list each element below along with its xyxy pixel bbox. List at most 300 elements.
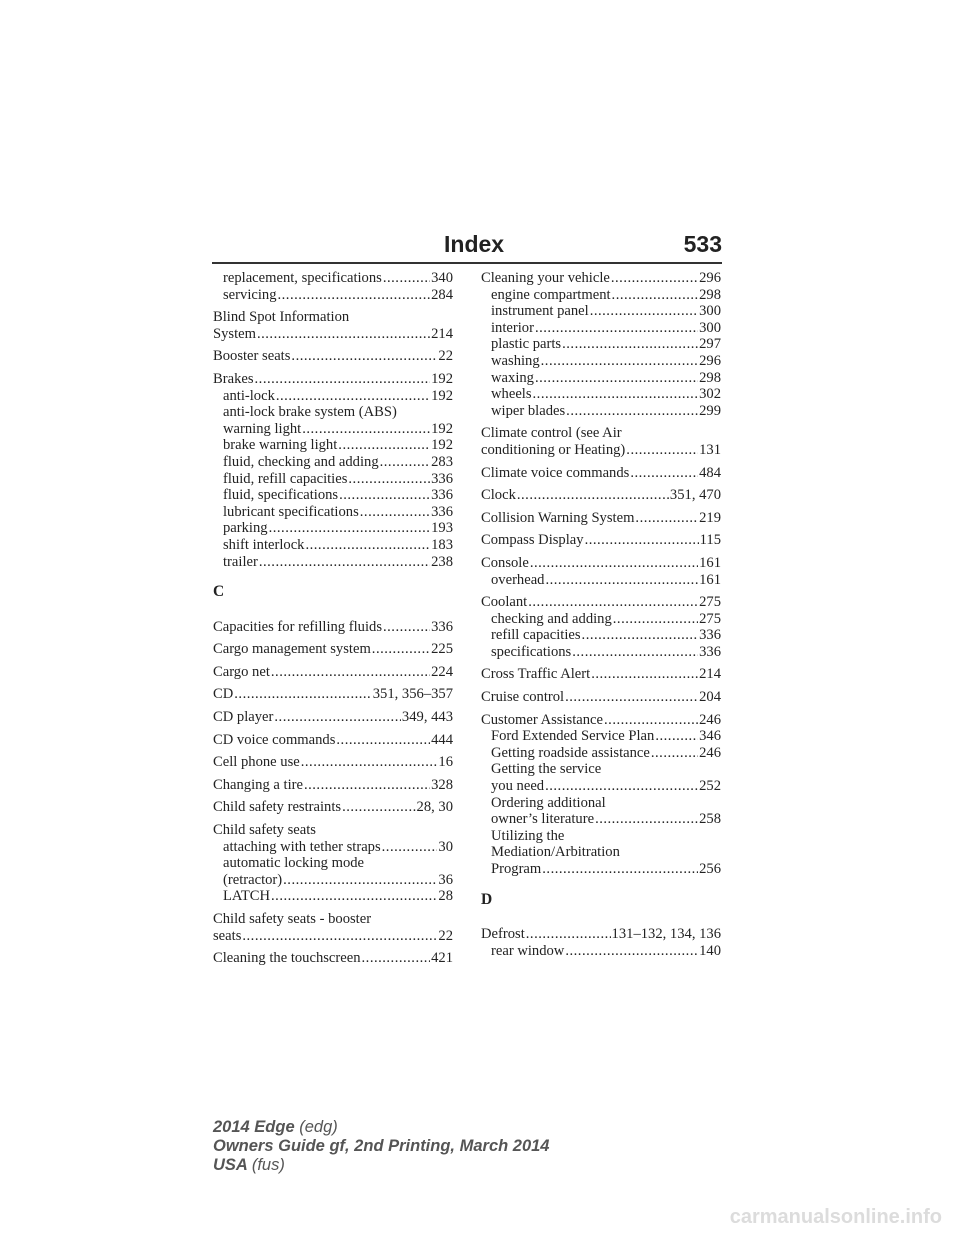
entry-text: parking [223, 520, 268, 537]
page-reference: 283 [431, 453, 453, 470]
index-entry [213, 911, 453, 944]
dot-leader [271, 888, 437, 905]
page-reference: 300 [699, 303, 721, 320]
entry-text: automatic locking mode [223, 855, 365, 872]
dot-leader [234, 686, 371, 703]
entry-text: Brakes [213, 370, 254, 387]
entry-text: wiper blades [491, 402, 566, 419]
index-entry-line [481, 689, 721, 706]
index-entry [481, 487, 721, 504]
index-subentry [481, 627, 721, 644]
entry-text: Collision Warning System [481, 509, 635, 526]
dot-leader [533, 386, 699, 403]
index-entry-line [481, 926, 721, 943]
index-entry [213, 799, 453, 816]
entry-text: Changing a tire [213, 776, 303, 793]
dot-leader [545, 778, 698, 795]
entry-text: System [213, 325, 256, 342]
index-subentry [481, 336, 721, 353]
entry-text: wheels [491, 386, 532, 403]
index-entry-line [481, 510, 721, 527]
index-subentry [481, 320, 721, 337]
entry-text: CD voice commands [213, 731, 336, 748]
index-subentry [481, 943, 721, 960]
page-title: Index [444, 231, 505, 257]
dot-leader [276, 388, 430, 405]
page-reference: 302 [699, 386, 721, 403]
entry-text: Mediation/Arbitration [491, 844, 620, 861]
index-subentry [481, 861, 721, 878]
dot-leader [242, 928, 437, 945]
dot-leader [383, 619, 430, 636]
index-column-right [481, 270, 721, 965]
dot-leader [612, 287, 699, 304]
footer-model: 2014 Edge [213, 1118, 295, 1136]
index-subentry [213, 437, 453, 454]
page-reference: 219 [699, 509, 721, 526]
entry-text: Utilizing the [491, 827, 565, 844]
page-reference: 183 [431, 536, 453, 553]
entry-text: Clock [481, 487, 516, 504]
dot-leader [382, 839, 438, 856]
index-entry [213, 754, 453, 771]
entry-text: brake warning light [223, 437, 338, 454]
page-reference: 192 [431, 370, 453, 387]
page-reference: 336 [699, 643, 721, 660]
index-subentry [481, 828, 721, 845]
page-reference: 284 [431, 286, 453, 303]
index-entry-line [213, 686, 453, 703]
dot-leader [565, 943, 698, 960]
index-entry [213, 348, 453, 365]
page-reference: 336 [699, 627, 721, 644]
index-entry [481, 689, 721, 706]
index-subentry [481, 403, 721, 420]
page-reference: 300 [699, 319, 721, 336]
index-entry-line [213, 754, 453, 771]
page-reference: 36 [438, 871, 453, 888]
page-reference: 192 [431, 387, 453, 404]
entry-text: Customer Assistance [481, 711, 604, 728]
dot-leader [269, 520, 431, 537]
page-reference: 28 [438, 888, 453, 905]
entry-text: conditioning or Heating) [481, 441, 626, 458]
index-subentry [481, 303, 721, 320]
index-entry [481, 926, 721, 959]
index-subentry [481, 844, 721, 861]
dot-leader [526, 926, 611, 943]
index-entry [213, 950, 453, 967]
entry-text: anti-lock brake system (ABS) [223, 404, 397, 421]
entry-text: owner’s literature [491, 811, 595, 828]
watermark: carmanualsonline.info [729, 1206, 942, 1228]
dot-leader [655, 728, 698, 745]
index-entry-line [213, 619, 453, 636]
index-entry [213, 732, 453, 749]
dot-leader [283, 872, 437, 889]
page-reference: 214 [431, 325, 453, 342]
index-entry-line [213, 709, 453, 726]
index-entry [213, 664, 453, 681]
index-subentry [213, 839, 453, 856]
index-entry [481, 465, 721, 482]
dot-leader [595, 811, 698, 828]
page-reference: 336 [431, 618, 453, 635]
dot-leader [305, 537, 430, 554]
page-reference: 351, 470 [669, 487, 721, 504]
page-header [212, 231, 722, 259]
index-entry [213, 270, 453, 303]
entry-text: warning light [223, 420, 302, 437]
footer-line-3 [213, 1156, 550, 1175]
entry-text: fluid, specifications [223, 487, 339, 504]
entry-text: replacement, specifications [223, 270, 382, 286]
entry-text: LATCH [223, 888, 271, 905]
page-reference: 214 [699, 666, 721, 683]
index-entry-line [481, 555, 721, 572]
entry-text: shift interlock [223, 536, 305, 553]
index-subentry [481, 761, 721, 778]
index-entry-line [481, 666, 721, 683]
dot-leader [372, 641, 430, 658]
entry-text: you need [491, 778, 545, 795]
index-subentry [213, 454, 453, 471]
dot-leader [304, 777, 430, 794]
dot-leader [535, 320, 698, 337]
page-reference: 224 [431, 663, 453, 680]
dot-leader [541, 353, 698, 370]
dot-leader [278, 287, 431, 304]
entry-text: rear window [491, 942, 565, 959]
page-reference: 298 [699, 369, 721, 386]
entry-text: Booster seats [213, 348, 291, 365]
section-letter: C [213, 583, 225, 601]
index-subentry [213, 537, 453, 554]
page-reference: 225 [431, 641, 453, 658]
dot-leader [530, 555, 698, 572]
index-entry [213, 709, 453, 726]
index-entry [213, 371, 453, 570]
dot-leader [651, 745, 698, 762]
page-reference: 131–132, 134, 136 [611, 926, 721, 943]
index-subentry [481, 811, 721, 828]
entry-text: Getting roadside assistance [491, 744, 650, 761]
index-entry [213, 619, 453, 636]
page-reference: 193 [431, 520, 453, 537]
index-entry [213, 686, 453, 703]
dot-leader [291, 348, 437, 365]
index-entry [213, 309, 453, 342]
dot-leader [635, 510, 698, 527]
dot-leader [611, 270, 698, 287]
entry-text: servicing [223, 286, 277, 303]
index-subentry [213, 504, 453, 521]
page-reference: 131 [699, 441, 721, 458]
entry-text: Cleaning your vehicle [481, 270, 610, 286]
index-entry [213, 822, 453, 905]
page-reference: 351, 356–357 [372, 686, 453, 703]
entry-text: CD [213, 686, 234, 703]
index-subentry [213, 270, 453, 287]
entry-text: plastic parts [491, 336, 562, 353]
dot-leader [302, 421, 430, 438]
dot-leader [545, 572, 698, 589]
page-reference: 204 [699, 689, 721, 706]
page-reference: 340 [431, 270, 453, 286]
index-entry-line [213, 326, 453, 343]
index-entry [213, 777, 453, 794]
dot-leader [259, 554, 430, 571]
index-entry-line [213, 641, 453, 658]
index-entry-line [481, 487, 721, 504]
entry-text: Console [481, 554, 529, 571]
entry-text: Child safety seats - booster [213, 911, 372, 927]
index-subentry [213, 404, 453, 421]
index-subentry [481, 287, 721, 304]
page-reference: 238 [431, 553, 453, 570]
dot-leader [604, 712, 698, 729]
entry-text: checking and adding [491, 610, 612, 627]
index-subentry [213, 520, 453, 537]
footer-line-1 [213, 1118, 550, 1137]
dot-leader [517, 487, 669, 504]
entry-text: Blind Spot Information [213, 309, 350, 326]
dot-leader [257, 326, 430, 343]
index-entry-line [213, 911, 453, 928]
index-entry-line [481, 594, 721, 611]
dot-leader [348, 471, 430, 488]
dot-leader [613, 611, 698, 628]
index-entry [481, 555, 721, 588]
entry-text: anti-lock [223, 387, 275, 404]
page-reference: 115 [699, 532, 721, 549]
index-entry-line [213, 950, 453, 967]
index-entry [481, 594, 721, 660]
page-reference: 297 [699, 336, 721, 353]
entry-text: washing [491, 352, 540, 369]
entry-text: Cargo management system [213, 641, 371, 658]
index-entry [481, 270, 721, 419]
page-reference: 246 [699, 744, 721, 761]
index-subentry [213, 888, 453, 905]
footer-model-code: (edg) [299, 1118, 338, 1136]
index-subentry [213, 855, 453, 872]
page-reference: 296 [699, 352, 721, 369]
dot-leader [339, 487, 430, 504]
entry-text: Cruise control [481, 689, 565, 706]
index-subentry [481, 644, 721, 661]
entry-text: (retractor) [223, 871, 283, 888]
index-subentry [213, 388, 453, 405]
index-entry-line [481, 532, 721, 549]
dot-leader [362, 950, 431, 967]
page-reference: 346 [699, 728, 721, 745]
index-entry-line [213, 664, 453, 681]
index-entry [481, 532, 721, 549]
page-reference: 336 [431, 503, 453, 520]
index-subentry [481, 370, 721, 387]
page-reference: 444 [431, 731, 453, 748]
entry-text: Ford Extended Service Plan [491, 728, 655, 745]
page-reference: 336 [431, 487, 453, 504]
index-entry-line [213, 309, 453, 326]
page-reference: 161 [699, 554, 721, 571]
page-reference: 258 [699, 811, 721, 828]
index-entry-line [213, 777, 453, 794]
index-entry-line [213, 348, 453, 365]
page-reference: 298 [699, 286, 721, 303]
index-subentry [481, 745, 721, 762]
index-entry-line [213, 822, 453, 839]
page-reference: 484 [699, 464, 721, 481]
entry-text: Getting the service [491, 761, 602, 778]
entry-text: instrument panel [491, 303, 589, 320]
dot-leader [528, 594, 698, 611]
dot-leader [630, 465, 698, 482]
index-subentry [213, 872, 453, 889]
dot-leader [591, 666, 698, 683]
index-subentry [213, 287, 453, 304]
page-reference: 30 [438, 838, 453, 855]
footer-market: USA [213, 1156, 248, 1174]
page-reference: 16 [438, 754, 453, 771]
page-reference: 349, 443 [401, 709, 453, 726]
footer-line-2: Owners Guide gf, 2nd Printing, March 2014 [213, 1137, 550, 1155]
entry-text: Cross Traffic Alert [481, 666, 591, 683]
index-subentry [213, 487, 453, 504]
page-reference: 22 [438, 348, 453, 365]
entry-text: Ordering additional [491, 794, 606, 811]
index-subentry [213, 554, 453, 571]
index-subentry [481, 728, 721, 745]
entry-text: Cleaning the touchscreen [213, 950, 361, 967]
index-entry-line [481, 270, 721, 287]
index-entry [481, 510, 721, 527]
entry-text: trailer [223, 553, 258, 570]
page-reference: 28, 30 [416, 799, 453, 816]
entry-text: Capacities for refilling fluids [213, 618, 382, 635]
entry-text: Climate voice commands [481, 464, 630, 481]
page-reference: 336 [431, 470, 453, 487]
index-entry-line [481, 465, 721, 482]
dot-leader [565, 689, 698, 706]
dot-leader [336, 732, 430, 749]
index-entry-line [481, 425, 721, 442]
dot-leader [360, 504, 430, 521]
dot-leader [626, 442, 698, 459]
index-entry [481, 425, 721, 458]
entry-text: Cell phone use [213, 754, 300, 771]
dot-leader [338, 437, 430, 454]
page-reference: 275 [699, 610, 721, 627]
dot-leader [542, 861, 698, 878]
page-reference: 246 [699, 711, 721, 728]
entry-text: Defrost [481, 926, 525, 943]
page-reference: 275 [699, 594, 721, 611]
dot-leader [535, 370, 698, 387]
dot-leader [582, 627, 699, 644]
page-reference: 299 [699, 402, 721, 419]
page-reference: 252 [699, 778, 721, 795]
index-subentry [213, 421, 453, 438]
page-reference: 192 [431, 437, 453, 454]
dot-leader [383, 270, 430, 287]
section-letter: D [481, 890, 493, 908]
dot-leader [274, 709, 401, 726]
index-subentry [213, 471, 453, 488]
index-entry-line [213, 928, 453, 945]
footer-market-code: (fus) [251, 1156, 285, 1174]
dot-leader [255, 371, 431, 388]
page-reference: 22 [438, 927, 453, 944]
entry-text: waxing [491, 369, 534, 386]
entry-text: attaching with tether straps [223, 838, 381, 855]
index-subentry [481, 778, 721, 795]
index-subentry [481, 353, 721, 370]
page-reference: 140 [699, 942, 721, 959]
index-entry-line [481, 712, 721, 729]
index-entry [213, 641, 453, 658]
index-subentry [481, 572, 721, 589]
page-number: 533 [683, 231, 722, 257]
index-column-left [213, 270, 453, 973]
page-reference: 161 [699, 571, 721, 588]
entry-text: fluid, checking and adding [223, 453, 379, 470]
dot-leader [271, 664, 430, 681]
page-reference: 192 [431, 420, 453, 437]
index-subentry [481, 386, 721, 403]
header-rule [212, 262, 722, 264]
index-entry [481, 666, 721, 683]
dot-leader [301, 754, 438, 771]
page-reference: 328 [431, 776, 453, 793]
page-reference: 256 [699, 861, 721, 877]
entry-text: overhead [491, 571, 545, 588]
dot-leader [585, 532, 699, 549]
entry-text: Climate control (see Air [481, 425, 622, 442]
page-reference: 421 [431, 950, 453, 967]
entry-text: CD player [213, 709, 274, 726]
entry-text: engine compartment [491, 286, 611, 303]
index-subentry [481, 611, 721, 628]
entry-text: Child safety restraints [213, 799, 342, 816]
index-entry-line [213, 371, 453, 388]
entry-text: Cargo net [213, 663, 270, 680]
entry-text: specifications [491, 643, 572, 660]
page-footer [213, 1118, 550, 1175]
entry-text: Child safety seats [213, 822, 316, 839]
dot-leader [590, 303, 698, 320]
entry-text: Program [491, 861, 542, 877]
dot-leader [566, 403, 698, 420]
entry-text: fluid, refill capacities [223, 470, 348, 487]
index-entry-line [213, 732, 453, 749]
dot-leader [572, 644, 698, 661]
index-subentry [481, 795, 721, 812]
index-entry-line [213, 799, 453, 816]
dot-leader [562, 336, 698, 353]
index-entry-line [481, 442, 721, 459]
dot-leader [342, 799, 415, 816]
entry-text: lubricant specifications [223, 503, 359, 520]
entry-text: refill capacities [491, 627, 581, 644]
entry-text: interior [491, 319, 534, 336]
page-reference: 296 [699, 270, 721, 286]
entry-text: seats [213, 927, 242, 944]
entry-text: Compass Display [481, 532, 584, 549]
index-entry [481, 712, 721, 878]
entry-text: Coolant [481, 594, 528, 611]
